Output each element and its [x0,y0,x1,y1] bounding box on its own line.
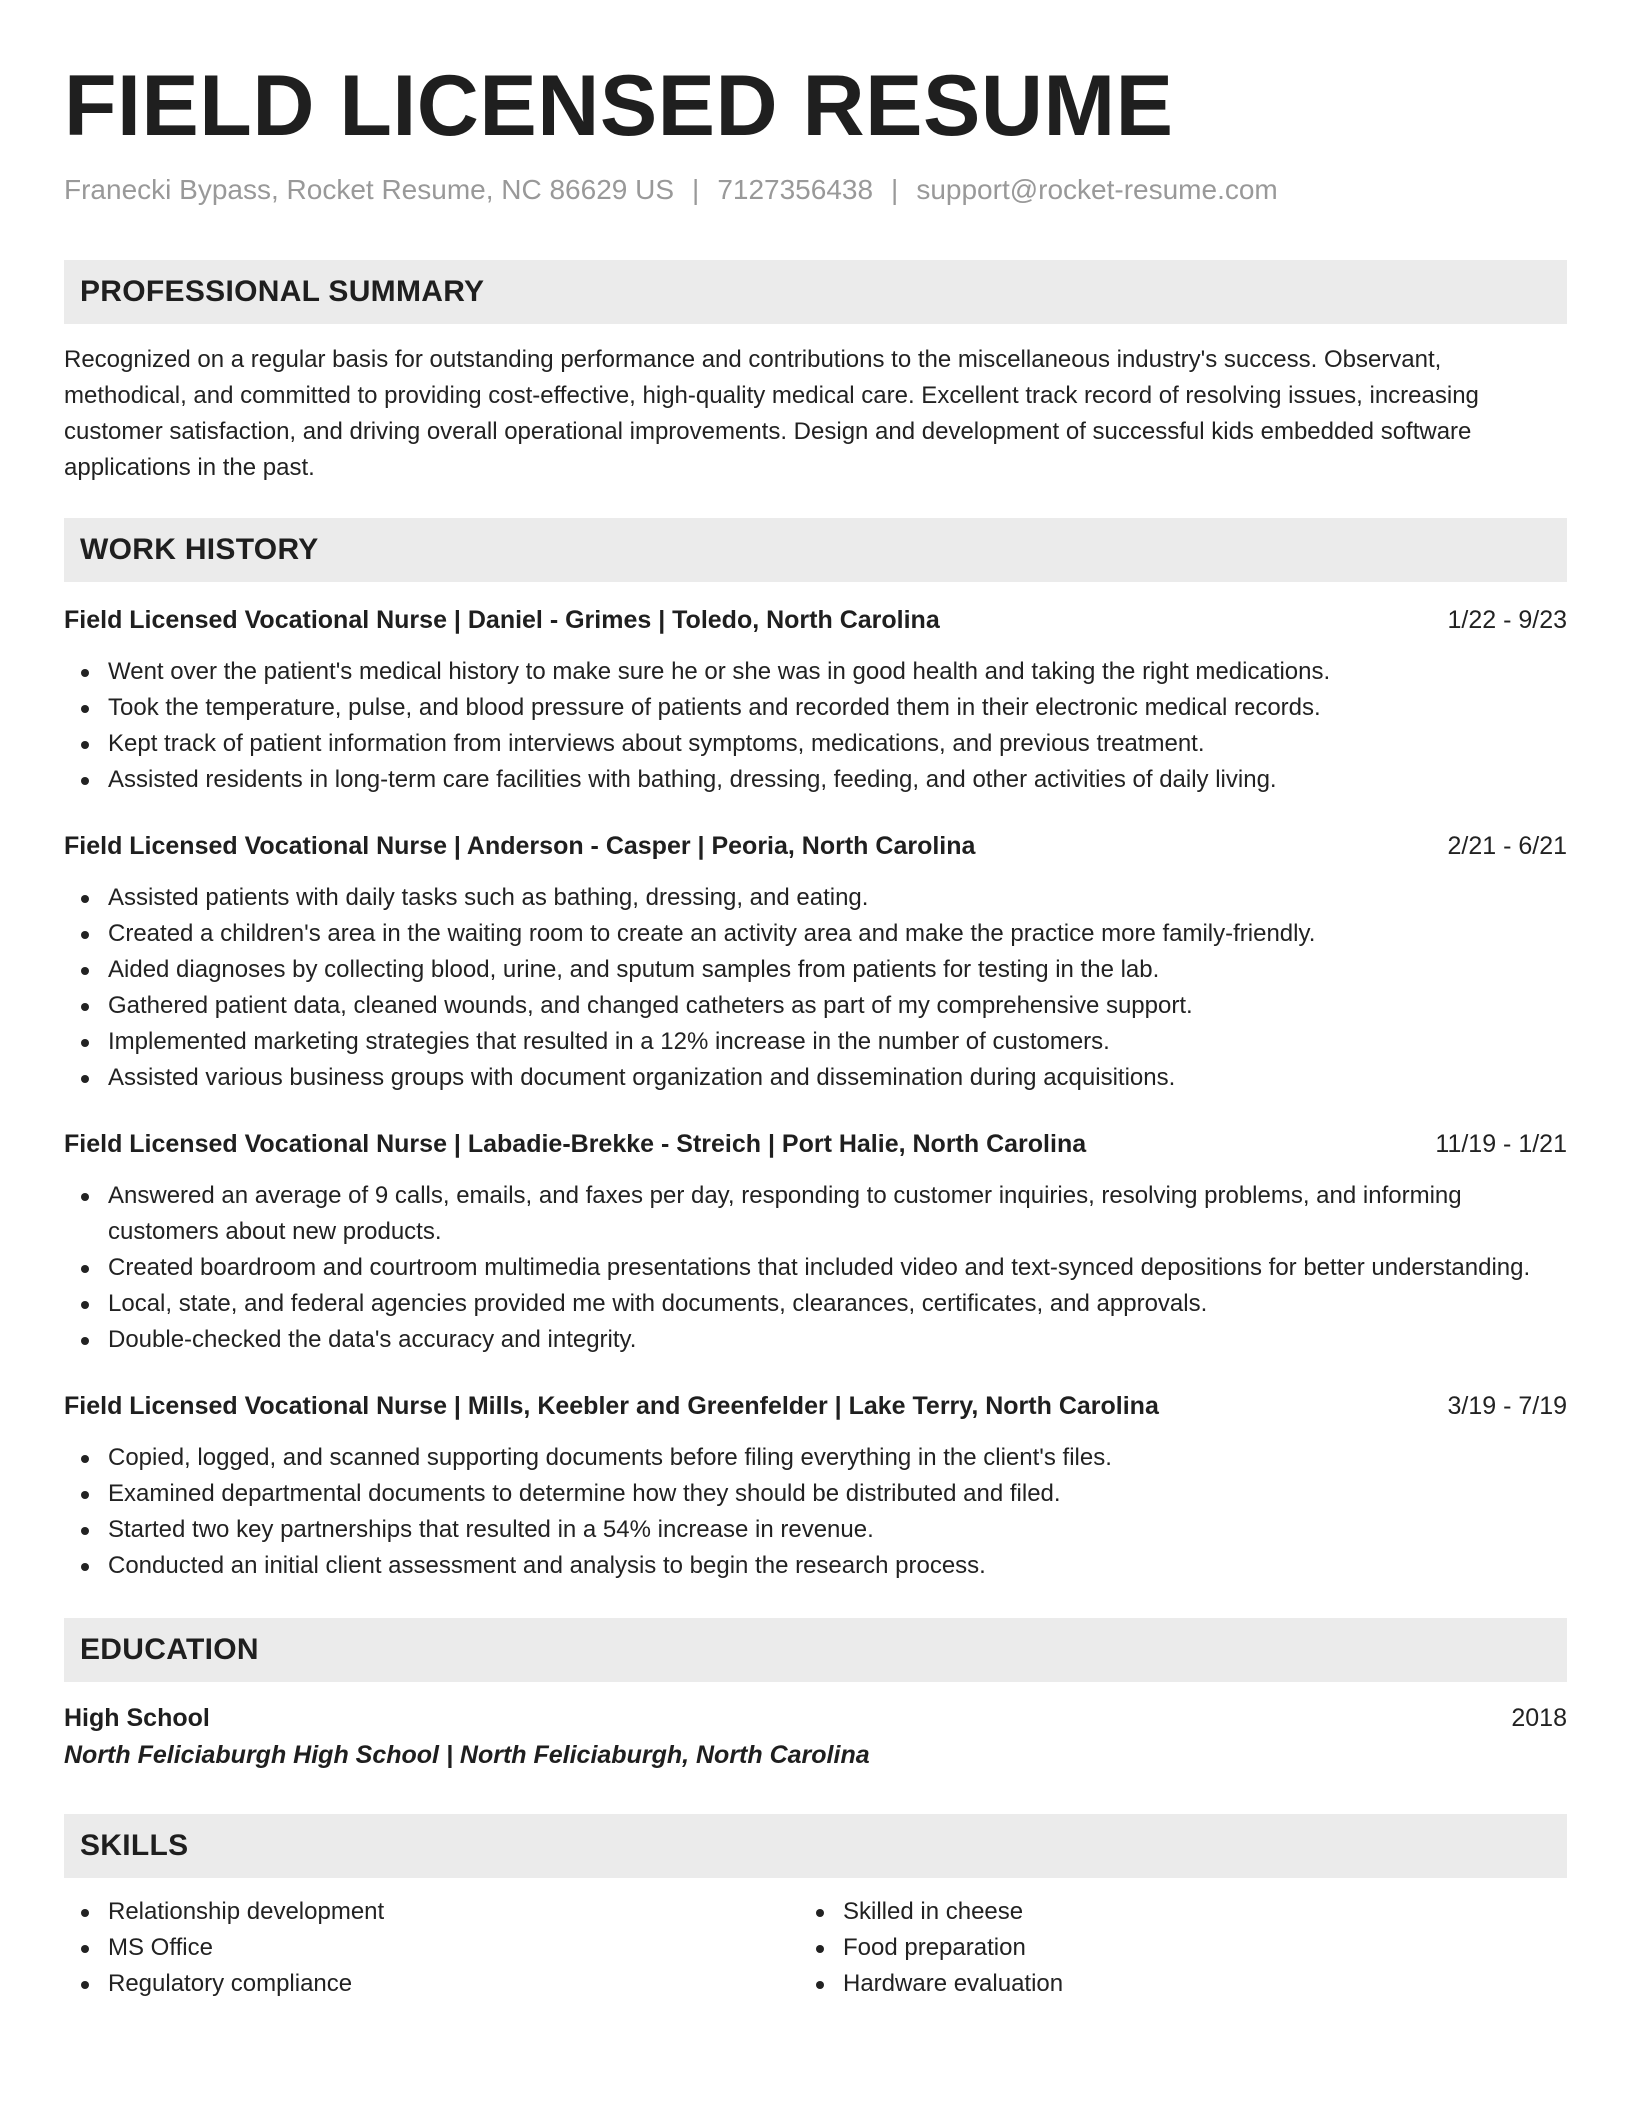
job-title: Field Licensed Vocational Nurse | Anderson - Casper | Peoria, North Carolina [64,832,976,860]
job-duties [64,654,1567,798]
job-dates: 3/19 - 7/19 [1447,1392,1567,1420]
skill-item: Hardware evaluation [843,1966,1534,2002]
job-duty: Local, state, and federal agencies provided me with documents, clearances, certificates, and approvals. [108,1286,1567,1322]
job-duty: Implemented marketing strategies that resulted in a 12% increase in the number of customers. [108,1024,1567,1060]
job-dates: 2/21 - 6/21 [1447,832,1567,860]
job-entry [64,828,1567,1096]
job-duty: Double-checked the data's accuracy and integrity. [108,1322,1567,1358]
job-entry [64,1126,1567,1358]
job-duty: Assisted residents in long-term care facilities with bathing, dressing, feeding, and other activities of daily living. [108,762,1567,798]
job-dates: 1/22 - 9/23 [1447,606,1567,634]
summary-heading: PROFESSIONAL SUMMARY [64,260,1567,324]
job-title: Field Licensed Vocational Nurse | Labadie-Brekke - Streich | Port Halie, North Carolina [64,1130,1087,1158]
contact-phone: 7127356438 [717,174,874,205]
job-duties [64,880,1567,1096]
education-heading: EDUCATION [64,1618,1567,1682]
job-title: Field Licensed Vocational Nurse | Mills, Keebler and Greenfelder | Lake Terry, North Carolina [64,1392,1159,1420]
education-year: 2018 [1511,1704,1567,1732]
resume-title: FIELD LICENSED RESUME [64,58,1174,154]
skill-item: Regulatory compliance [108,1966,799,2002]
job-header [64,602,1567,638]
skills-list [64,1894,1567,2002]
skills-column-right [799,1894,1534,2002]
job-duty: Created a children's area in the waiting room to create an activity area and make the practice more family-friendly. [108,916,1567,952]
job-duty: Took the temperature, pulse, and blood pressure of patients and recorded them in their electronic medical records. [108,690,1567,726]
education-entry [64,1700,1567,1736]
skills-column-left [64,1894,799,2002]
contact-separator: | [891,174,899,205]
skill-item: MS Office [108,1930,799,1966]
job-entry [64,1388,1567,1584]
work-history-heading: WORK HISTORY [64,518,1567,582]
job-duty: Conducted an initial client assessment and analysis to begin the research process. [108,1548,1567,1584]
contact-separator: | [692,174,700,205]
job-duty: Kept track of patient information from interviews about symptoms, medications, and previous treatment. [108,726,1567,762]
skill-item: Food preparation [843,1930,1534,1966]
contact-line [64,172,1567,208]
skill-item: Skilled in cheese [843,1894,1534,1930]
job-dates: 11/19 - 1/21 [1435,1130,1567,1158]
job-header [64,828,1567,864]
job-duty: Aided diagnoses by collecting blood, urine, and sputum samples from patients for testing in the lab. [108,952,1567,988]
job-header [64,1126,1567,1162]
job-duty: Examined departmental documents to determine how they should be distributed and filed. [108,1476,1567,1512]
job-duty: Created boardroom and courtroom multimedia presentations that included video and text-synced depositions for better understanding. [108,1250,1567,1286]
job-duty: Started two key partnerships that resulted in a 54% increase in revenue. [108,1512,1567,1548]
job-duty: Answered an average of 9 calls, emails, and faxes per day, responding to customer inquiries, resolving problems, and informing customers about new products. [108,1178,1567,1250]
education-school: North Feliciaburgh High School | North Feliciaburgh, North Carolina [64,1741,870,1769]
summary-text: Recognized on a regular basis for outstanding performance and contributions to the miscellaneous industry's success. Observant, methodical, and committed to providing cost-effective, high-quality medical care. Excellent track record of resolving issues, increasing customer satisfaction, and driving overall operational improvements. Design and development of successful kids embedded software applications in the past. [64,346,1479,481]
skills-heading: SKILLS [64,1814,1567,1878]
job-duty: Gathered patient data, cleaned wounds, and changed catheters as part of my comprehensive support. [108,988,1567,1024]
job-entry [64,602,1567,798]
job-header [64,1388,1567,1424]
job-title: Field Licensed Vocational Nurse | Daniel - Grimes | Toledo, North Carolina [64,606,940,634]
contact-email: support@rocket-resume.com [916,174,1278,205]
job-duties [64,1440,1567,1584]
contact-address: Franecki Bypass, Rocket Resume, NC 86629 US [64,174,675,205]
job-duty: Assisted various business groups with document organization and dissemination during acquisitions. [108,1060,1567,1096]
job-duty: Assisted patients with daily tasks such as bathing, dressing, and eating. [108,880,1567,916]
education-degree: High School [64,1704,210,1732]
job-duty: Went over the patient's medical history to make sure he or she was in good health and taking the right medications. [108,654,1567,690]
job-duties [64,1178,1567,1358]
skill-item: Relationship development [108,1894,799,1930]
job-duty: Copied, logged, and scanned supporting documents before filing everything in the client's files. [108,1440,1567,1476]
